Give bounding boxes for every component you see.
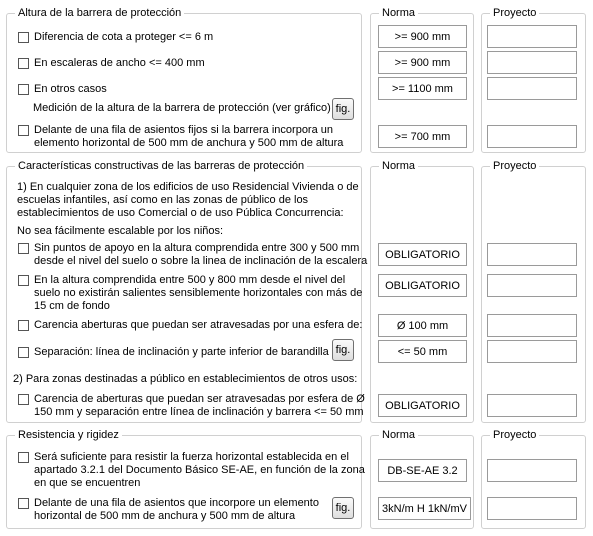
fig-button-1[interactable]: fig. xyxy=(332,98,354,120)
horizontal-force-line1: Será suficiente para resistir la fuerza horizontal establecida en el xyxy=(34,451,349,463)
not-climbable-text: No sea fácilmente escalable por los niños: xyxy=(17,225,224,237)
norma-field-5: OBLIGATORIO xyxy=(378,243,467,266)
residential-text-line1: 1) En cualquier zona de los edificios de uso Residencial Vivienda o de xyxy=(17,181,359,193)
norma-title-3: Norma xyxy=(379,429,418,442)
horizontal-force-checkbox[interactable] xyxy=(18,452,29,463)
sphere-openings-option[interactable] xyxy=(18,319,362,332)
separation-checkbox[interactable] xyxy=(18,347,29,358)
no-protrusions-checkbox[interactable] xyxy=(18,275,29,286)
norma-field-4: >= 700 mm xyxy=(378,125,467,148)
norma-title-2: Norma xyxy=(379,160,418,173)
no-support-points-line1: Sin puntos de apoyo en la altura comprendida entre 300 y 500 mm xyxy=(34,242,360,254)
proyecto-input-6[interactable] xyxy=(487,274,577,297)
resistance-title: Resistencia y rigidez xyxy=(15,429,122,442)
norma-field-10: DB-SE-AE 3.2 xyxy=(378,459,467,482)
fig-button-3[interactable]: fig. xyxy=(332,497,354,519)
barrier-height-title: Altura de la barrera de protección xyxy=(15,7,184,20)
no-protrusions-line3: 15 cm de fondo xyxy=(34,300,110,312)
height-diff-checkbox[interactable] xyxy=(18,32,29,43)
public-openings-checkbox[interactable] xyxy=(18,394,29,405)
public-openings-label xyxy=(34,393,365,419)
proyecto-input-3[interactable] xyxy=(487,77,577,100)
stairs-width-label: En escaleras de ancho <= 400 mm xyxy=(34,57,205,69)
no-protrusions-label xyxy=(34,274,362,313)
norma-field-1: >= 900 mm xyxy=(378,25,467,48)
no-support-points-option[interactable] xyxy=(18,242,367,268)
other-cases-option[interactable] xyxy=(18,83,107,96)
seats-row-checkbox[interactable] xyxy=(18,498,29,509)
proyecto-input-11[interactable] xyxy=(487,497,577,520)
stairs-width-checkbox[interactable] xyxy=(18,58,29,69)
residential-text-line3: establecimientos de uso Comercial o de uso Pública Concurrencia: xyxy=(17,207,344,219)
proyecto-input-4[interactable] xyxy=(487,125,577,148)
proyecto-input-1[interactable] xyxy=(487,25,577,48)
no-support-points-label xyxy=(34,242,367,268)
proyecto-input-2[interactable] xyxy=(487,51,577,74)
horizontal-force-label xyxy=(34,451,365,490)
norma-field-6: OBLIGATORIO xyxy=(378,274,467,297)
public-openings-line1: Carencia de aberturas que puedan ser atravesadas por esfera de Ø xyxy=(34,393,365,405)
fixed-seats-label-line2: elemento horizontal de 500 mm de anchura y 500 mm de altura xyxy=(34,137,344,149)
separation-label: Separación: línea de inclinación y parte inferior de barandilla xyxy=(34,346,329,358)
norma-field-3: >= 1100 mm xyxy=(378,77,467,100)
proyecto-title-3: Proyecto xyxy=(490,429,539,442)
seats-row-line2: horizontal de 500 mm de anchura y 500 mm de altura xyxy=(34,510,296,522)
horizontal-force-line2: apartado 3.2.1 del Documento Básico SE-AE, en función de la zona xyxy=(34,464,365,476)
proyecto-input-8[interactable] xyxy=(487,340,577,363)
other-cases-label: En otros casos xyxy=(34,83,107,95)
norma-field-8: <= 50 mm xyxy=(378,340,467,363)
no-support-points-line2: desde el nivel del suelo o sobre la linea de inclinación de la escalera xyxy=(34,255,368,267)
no-protrusions-line2: suelo no existirán salientes sensiblemente horizontales con más de xyxy=(34,287,363,299)
seats-row-option[interactable] xyxy=(18,497,319,523)
no-protrusions-line1: En la altura comprendida entre 500 y 800 mm desde el nivel del xyxy=(34,274,346,286)
no-protrusions-option[interactable] xyxy=(18,274,362,313)
public-openings-line2: 150 mm y separación entre línea de inclinación y barrera <= 50 mm xyxy=(34,406,364,418)
proyecto-title-1: Proyecto xyxy=(490,7,539,20)
norma-title-1: Norma xyxy=(379,7,418,20)
norma-field-7: Ø 100 mm xyxy=(378,314,467,337)
fig-button-2[interactable]: fig. xyxy=(332,339,354,361)
public-zones-text: 2) Para zonas destinadas a público en establecimientos de otros usos: xyxy=(13,373,358,385)
height-diff-label: Diferencia de cota a proteger <= 6 m xyxy=(34,31,214,43)
sphere-openings-label: Carencia aberturas que puedan ser atravesadas por una esfera de: xyxy=(34,319,363,331)
fixed-seats-option[interactable] xyxy=(18,124,343,150)
proyecto-input-5[interactable] xyxy=(487,243,577,266)
other-cases-checkbox[interactable] xyxy=(18,84,29,95)
fixed-seats-label xyxy=(34,124,343,150)
sphere-openings-checkbox[interactable] xyxy=(18,320,29,331)
horizontal-force-option[interactable] xyxy=(18,451,365,490)
seats-row-line1: Delante de una fila de asientos que incorpore un elemento xyxy=(34,497,319,509)
fixed-seats-label-line1: Delante de una fila de asientos fijos si la barrera incorpora un xyxy=(34,124,334,136)
proyecto-input-7[interactable] xyxy=(487,314,577,337)
norma-field-11: 3kN/m H 1kN/mV xyxy=(378,497,471,520)
proyecto-title-2: Proyecto xyxy=(490,160,539,173)
public-openings-option[interactable] xyxy=(18,393,365,419)
residential-text xyxy=(17,181,359,220)
residential-text-line2: escuelas infantiles, así como en las zonas de público de los xyxy=(17,194,309,206)
no-support-points-checkbox[interactable] xyxy=(18,243,29,254)
height-measurement-text: Medición de la altura de la barrera de protección (ver gráfico) xyxy=(33,102,331,114)
stairs-width-option[interactable] xyxy=(18,57,205,70)
seats-row-label xyxy=(34,497,319,523)
norma-field-9: OBLIGATORIO xyxy=(378,394,467,417)
norma-field-2: >= 900 mm xyxy=(378,51,467,74)
construction-title: Características constructivas de las barreras de protección xyxy=(15,160,307,173)
separation-option[interactable] xyxy=(18,346,329,359)
fixed-seats-checkbox[interactable] xyxy=(18,125,29,136)
height-diff-option[interactable] xyxy=(18,31,213,44)
proyecto-input-10[interactable] xyxy=(487,459,577,482)
proyecto-input-9[interactable] xyxy=(487,394,577,417)
horizontal-force-line3: en que se encuentren xyxy=(34,477,141,489)
